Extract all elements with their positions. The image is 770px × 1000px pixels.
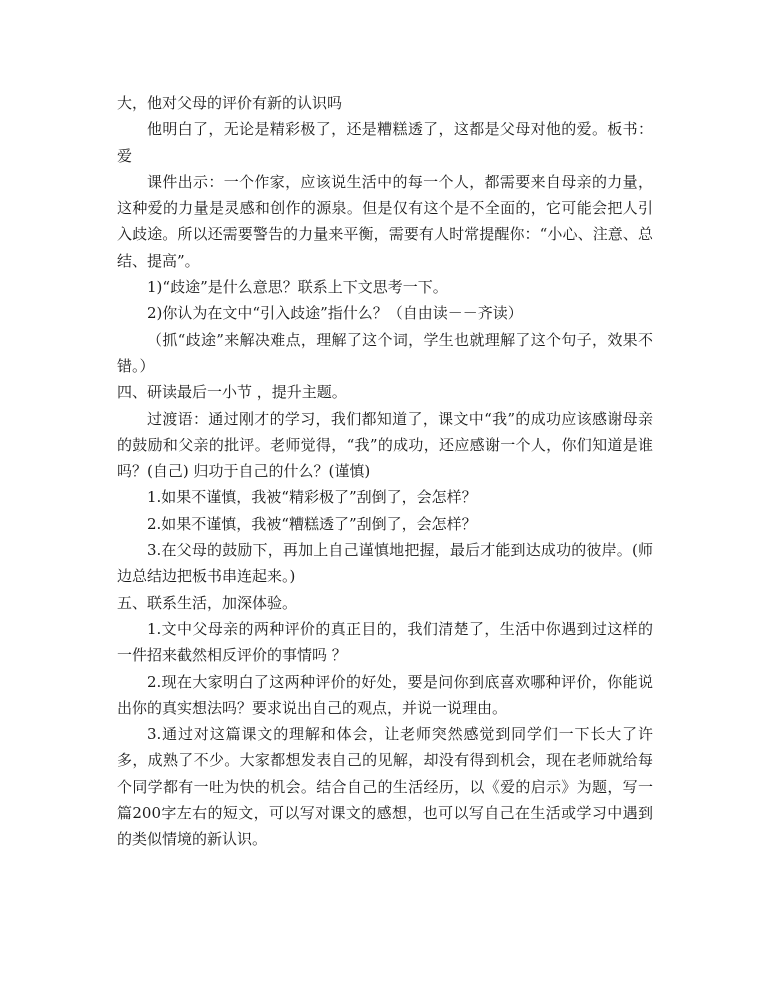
section-heading-4: 四、研读最后一小节 ，提升主题。	[117, 383, 347, 402]
list-item-3: 3.在父母的鼓励下，再加上自己谨慎地把握，最后才能到达成功的彼岸。(师边总结边把板书串连起来。)	[117, 541, 653, 586]
life-item-2: 2.现在大家明白了这两种评价的好处，要是问你到底喜欢哪种评价，你能说出你的真实想法吗？要求说出自己的观点，并说一说理由。	[117, 672, 653, 717]
paragraph-note: （抓“歧途”来解决难点，理解了这个词，学生也就理解了这个句子，效果不错。）	[117, 330, 653, 375]
life-item-3: 3.通过对这篇课文的理解和体会，让老师突然感觉到同学们一下长大了许多，成熟了不少。大家都想发表自己的见解，却没有得到机会，现在老师就给每个同学都有一吐为快的机会。结合自己的生活经历，以《爱的启示》为题，写一篇200字左右的短文，可以写对课文的感想，也可以写自己在生活或学习中遇到的类似情境的新认识。	[117, 725, 653, 849]
paragraph-love-blackboard: 他明白了，无论是精彩极了，还是糟糕透了，这都是父母对他的爱。板书：爱	[117, 120, 653, 165]
list-item-1: 1.如果不谨慎，我被“精彩极了”刮倒了，会怎样？	[147, 488, 477, 507]
list-item-2: 2.如果不谨慎，我被“糟糕透了”刮倒了，会怎样？	[147, 514, 477, 533]
question-item-1: 1)“歧途”是什么意思？联系上下文思考一下。	[147, 278, 448, 297]
paragraph-heading-fragment: 大，他对父母的评价有新的认识吗	[117, 94, 343, 112]
paragraph-courseware: 课件出示：一个作家，应该说生活中的每一个人，都需要来自母亲的力量，这种爱的力量是灵感和创作的源泉。但是仅有这个是不全面的，它可能会把人引入歧途。所以还需要警告的力量来平衡，需要有人时常提醒你：“小心、注意、总结、提高”。	[117, 172, 653, 270]
document-body	[117, 90, 653, 853]
question-item-2: 2)你认为在文中“引入歧途”指什么？（自由读－－齐读）	[147, 304, 523, 323]
section-heading-5: 五、联系生活，加深体验。	[117, 593, 298, 612]
paragraph-transition: 过渡语：通过刚才的学习，我们都知道了，课文中“我”的成功应该感谢母亲的鼓励和父亲的批评。老师觉得，“我”的成功，还应感谢一个人，你们知道是谁吗？(自己) 归功于自己的什么？(谨慎)	[117, 409, 653, 481]
life-item-1: 1.文中父母亲的两种评价的真正目的，我们清楚了，生活中你遇到过这样的一件招来截然相反评价的事情吗 ？	[117, 619, 653, 665]
